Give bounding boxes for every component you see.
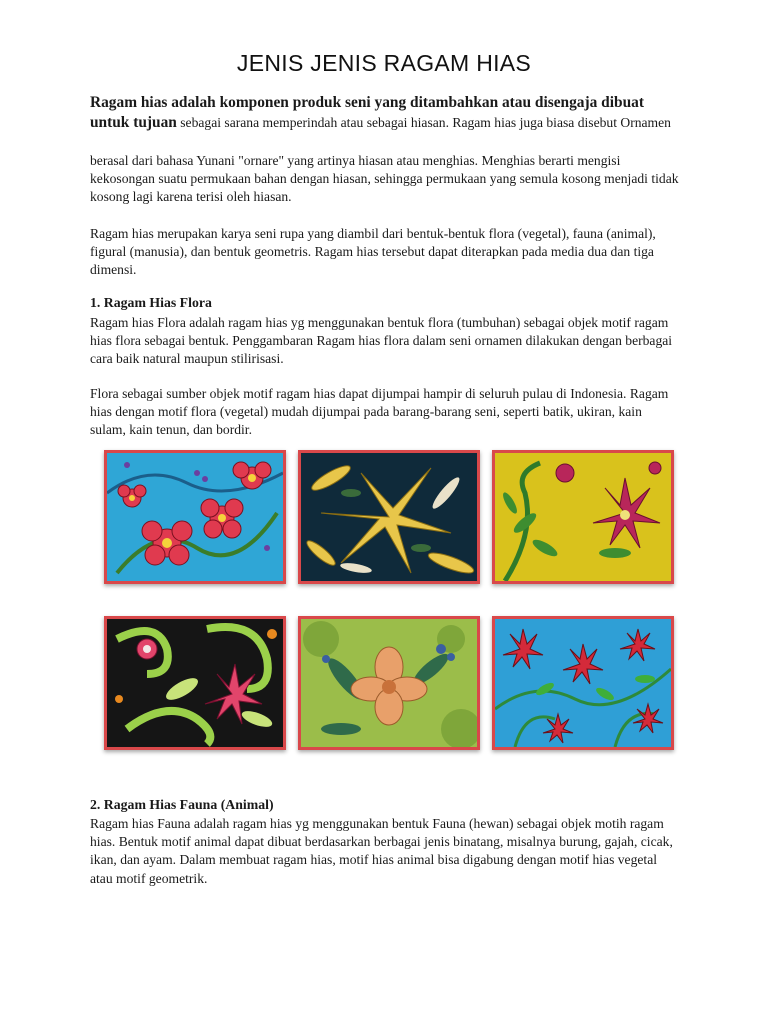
- flora-paragraph-1: Ragam hias Flora adalah ragam hias yg menggunakan bentuk flora (tumbuhan) sebagai objek motif ragam hias flora sebagai bentuk. Penggambaran Ragam hias flora dalam seni ornamen dilakukan dengan berbagai cara baik natural maupun stilirisasi.: [90, 315, 673, 367]
- fauna-paragraph-1: Ragam hias Fauna adalah ragam hias yg menggunakan bentuk Fauna (hewan) sebagai objek motih ragam hias. Bentuk motif animal dapat dibuat berdasarkan berbagai jenis binatang, misalnya burung, gajah, cicak, ikan, dan ayam. Dalam membuat ragam hias, motif hias animal bisa digabung dengan motif hias vegetal atau motif geometrik.: [90, 816, 673, 886]
- intro-paragraph: [90, 93, 680, 133]
- batik-image-blue-red-flowers: [104, 450, 286, 584]
- section-heading-flora: 1. Ragam Hias Flora: [90, 295, 212, 310]
- intro-rest: sebagai sarana memperindah atau sebagai hiasan. Ragam hias juga biasa disebut Ornamen: [176, 115, 671, 130]
- definition-paragraph: Ragam hias merupakan karya seni rupa yang diambil dari bentuk-bentuk flora (vegetal), fauna (animal), figural (manusia), dan bentuk geometris. Ragam hias tersebut dapat diterapkan pada media dua dan tiga dimensi.: [90, 226, 656, 278]
- batik-image-black-green-curls: [104, 616, 286, 750]
- intro-bold-lead: Ragam hias adalah komponen produk seni yang ditambahkan atau disengaja dibuat untuk tujuan: [90, 94, 644, 131]
- intro-continuation: berasal dari bahasa Yunani "ornare" yang artinya hiasan atau menghias. Menghias berarti mengisi kekosongan suatu permukaan bahan dengan hiasan, sehingga permukaan yang semula kosong menjadi tidak kosong lagi karena terisi oleh hiasan.: [90, 153, 679, 205]
- section-heading-fauna: 2. Ragam Hias Fauna (Animal): [90, 797, 274, 812]
- batik-image-blue-red-stems: [492, 616, 674, 750]
- flora-paragraph-2: Flora sebagai sumber objek motif ragam hias dapat dijumpai hampir di seluruh pulau di Indonesia. Ragam hias dengan motif flora (vegetal) mudah dijumpai pada barang-barang seni, seperti batik, ukiran, kain sulam, kain tenun, dan bordir.: [90, 386, 669, 438]
- batik-image-navy-yellow-leaves: [298, 450, 480, 584]
- batik-image-green-peach-flower: [298, 616, 480, 750]
- batik-image-yellow-pink-flower: [492, 450, 674, 584]
- page-title: JENIS JENIS RAGAM HIAS: [236, 50, 532, 76]
